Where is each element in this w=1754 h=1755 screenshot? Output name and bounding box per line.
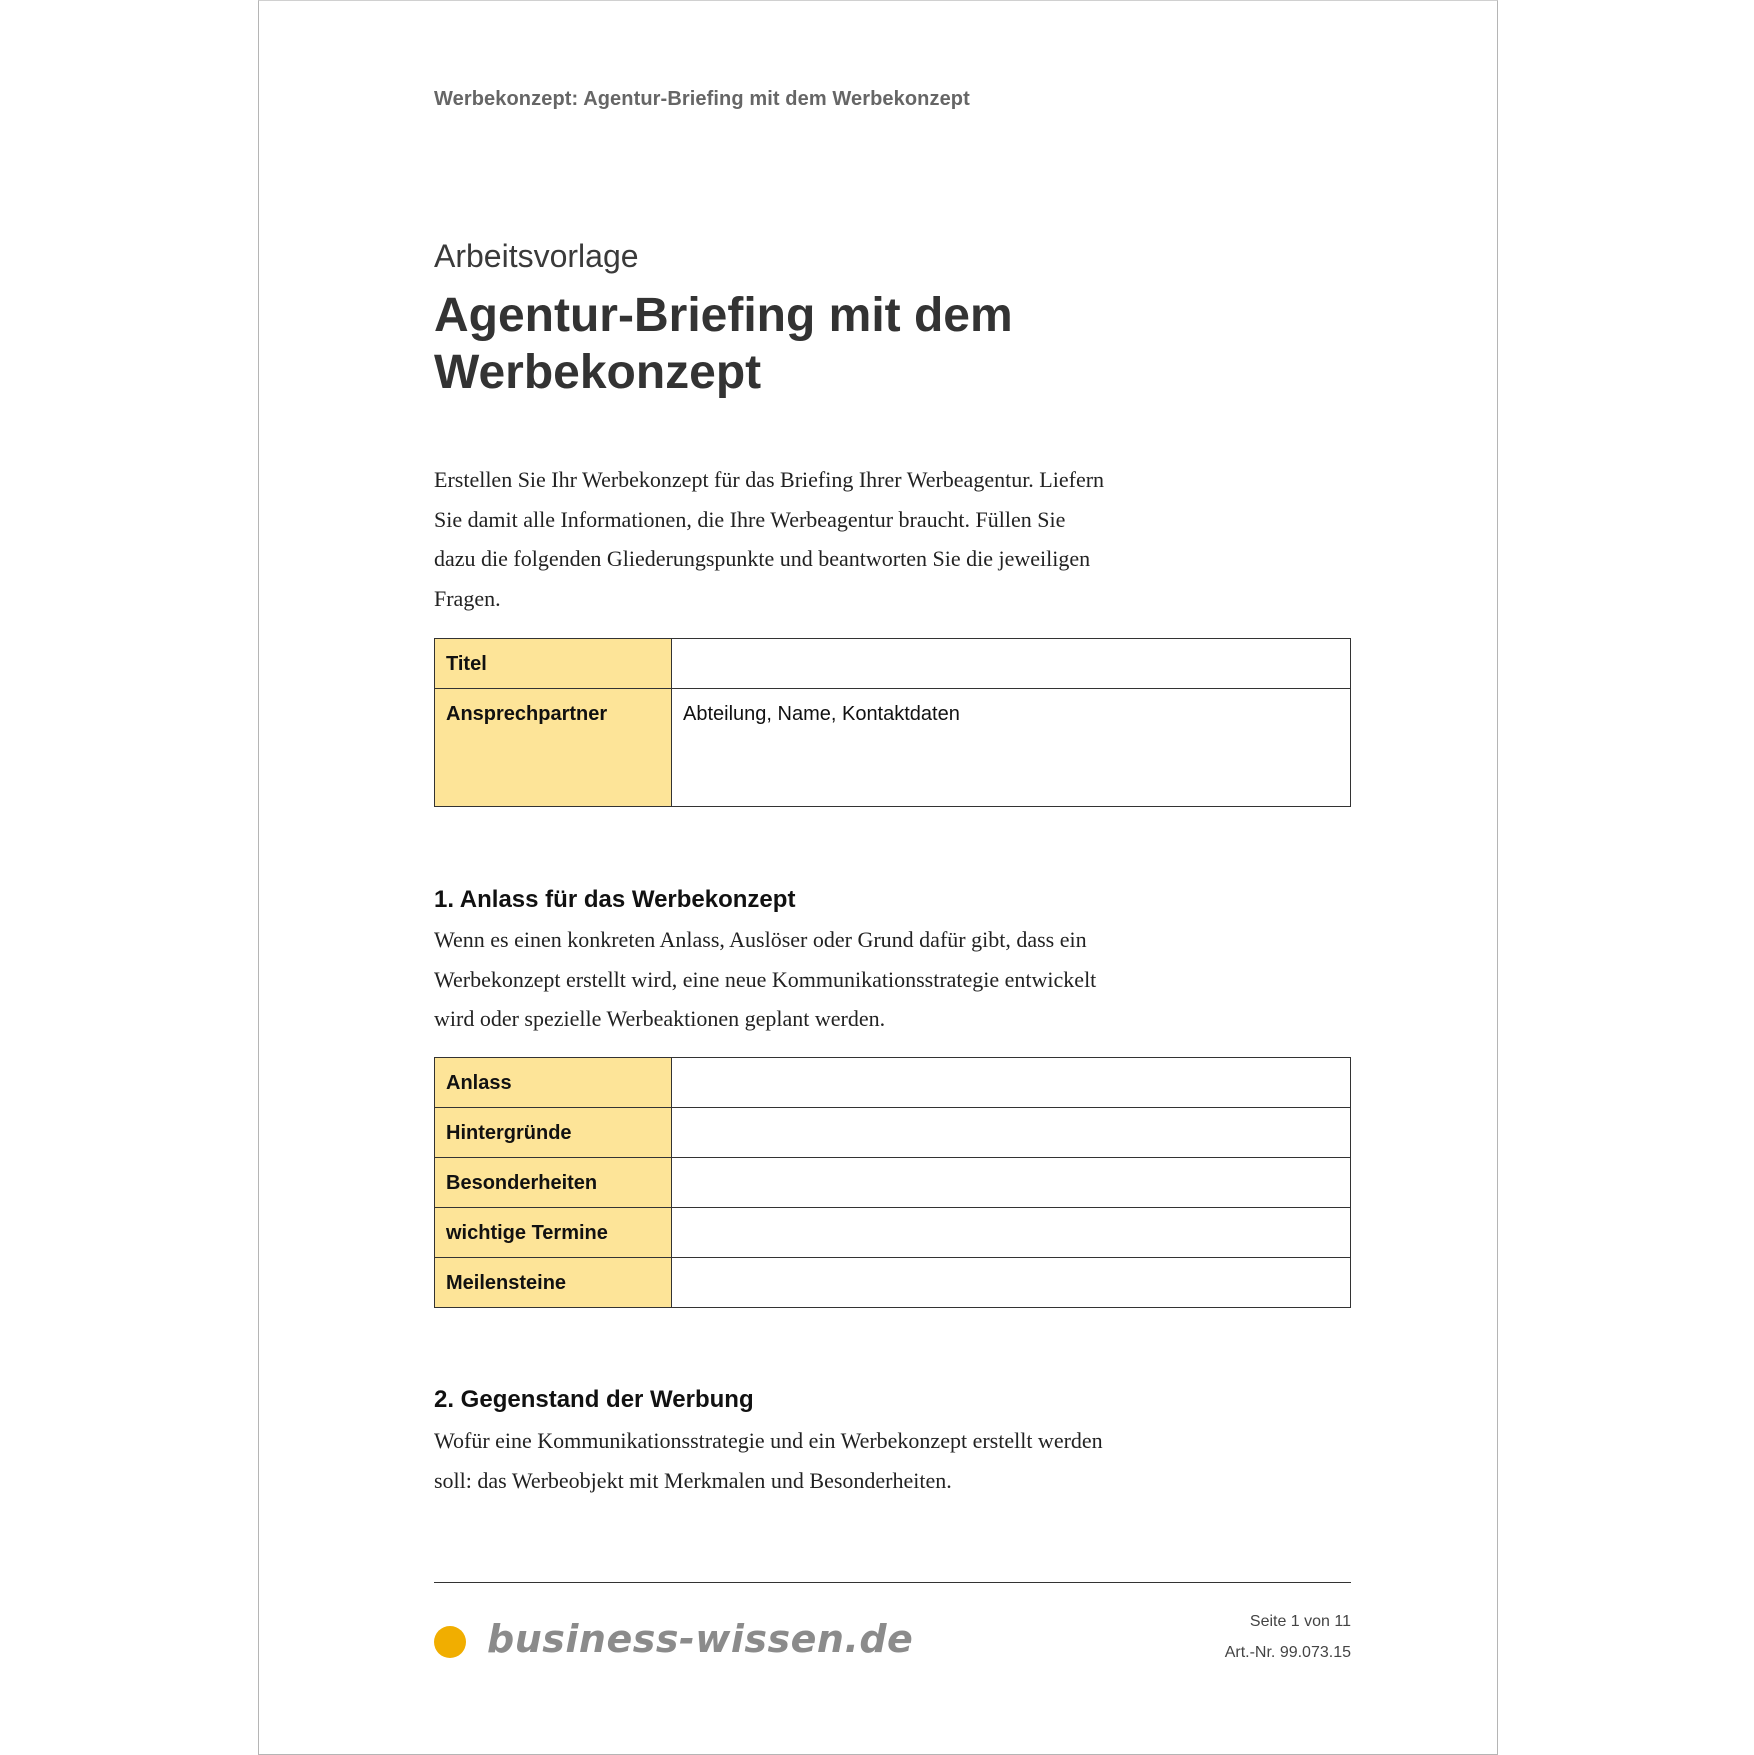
field-anlass[interactable] xyxy=(672,1058,1351,1108)
field-wichtige-termine[interactable] xyxy=(672,1208,1351,1258)
intro-paragraph xyxy=(434,460,1154,618)
section-2-text xyxy=(434,1421,1154,1500)
page-number: Seite 1 von 11 xyxy=(1249,1613,1351,1630)
intro-line: dazu die folgenden Gliederungspunkte und beantworten Sie die jeweiligen xyxy=(434,546,1091,571)
document-kicker: Arbeitsvorlage xyxy=(434,238,639,274)
field-meilensteine[interactable] xyxy=(672,1258,1351,1308)
row-label-anlass: Anlass xyxy=(435,1058,672,1108)
title-line-1: Agentur-Briefing mit dem xyxy=(434,289,1013,342)
section-1-line: wird oder spezielle Werbeaktionen geplant werden. xyxy=(434,1006,886,1031)
section-1-heading: 1. Anlass für das Werbekonzept xyxy=(434,886,796,913)
brand-logo[interactable]: business-wissen.de xyxy=(487,1617,914,1661)
section-2-line: soll: das Werbeobjekt mit Merkmalen und Besonderheiten. xyxy=(434,1467,952,1493)
row-label-ansprechpartner: Ansprechpartner xyxy=(435,689,672,807)
section-1-text xyxy=(434,920,1154,1039)
section-1-line: Werbekonzept erstellt wird, eine neue Kommunikationsstrategie entwickelt xyxy=(434,966,1097,992)
article-number: Art.-Nr. 99.073.15 xyxy=(1224,1644,1351,1661)
contact-table xyxy=(434,638,1351,807)
field-titel[interactable] xyxy=(672,639,1351,689)
field-ansprechpartner[interactable]: Abteilung, Name, Kontaktdaten xyxy=(672,689,1351,807)
field-hintergruende[interactable] xyxy=(672,1108,1351,1158)
table-row xyxy=(435,639,1351,689)
table-row xyxy=(435,1108,1351,1158)
row-label-hintergruende: Hintergründe xyxy=(435,1108,672,1158)
row-label-meilensteine: Meilensteine xyxy=(435,1258,672,1308)
table-row xyxy=(435,1258,1351,1308)
page-info xyxy=(1225,1606,1351,1668)
section-2-line: Wofür eine Kommunikationsstrategie und ein Werbekonzept erstellt werden xyxy=(434,1428,1103,1453)
table-row xyxy=(435,689,1351,807)
row-label-besonderheiten: Besonderheiten xyxy=(435,1158,672,1208)
title-line-2: Werbekonzept xyxy=(434,346,762,399)
table-row xyxy=(435,1158,1351,1208)
anlass-table xyxy=(434,1057,1351,1308)
row-label-titel: Titel xyxy=(435,639,672,689)
section-2-heading: 2. Gegenstand der Werbung xyxy=(434,1386,754,1413)
document-title xyxy=(434,287,1254,401)
table-row xyxy=(435,1208,1351,1258)
intro-line: Erstellen Sie Ihr Werbekonzept für das Briefing Ihrer Werbeagentur. Liefern xyxy=(434,467,1105,492)
table-row xyxy=(435,1058,1351,1108)
section-1-line: Wenn es einen konkreten Anlass, Auslöser oder Grund dafür gibt, dass ein xyxy=(434,927,1087,952)
running-header: Werbekonzept: Agentur-Briefing mit dem Werbekonzept xyxy=(434,88,970,110)
intro-line: Fragen. xyxy=(434,585,501,611)
footer-divider xyxy=(434,1582,1351,1583)
intro-line: Sie damit alle Informationen, die Ihre Werbeagentur braucht. Füllen Sie xyxy=(434,506,1066,532)
logo-dot-icon xyxy=(434,1626,466,1658)
row-label-wichtige-termine: wichtige Termine xyxy=(435,1208,672,1258)
field-besonderheiten[interactable] xyxy=(672,1158,1351,1208)
